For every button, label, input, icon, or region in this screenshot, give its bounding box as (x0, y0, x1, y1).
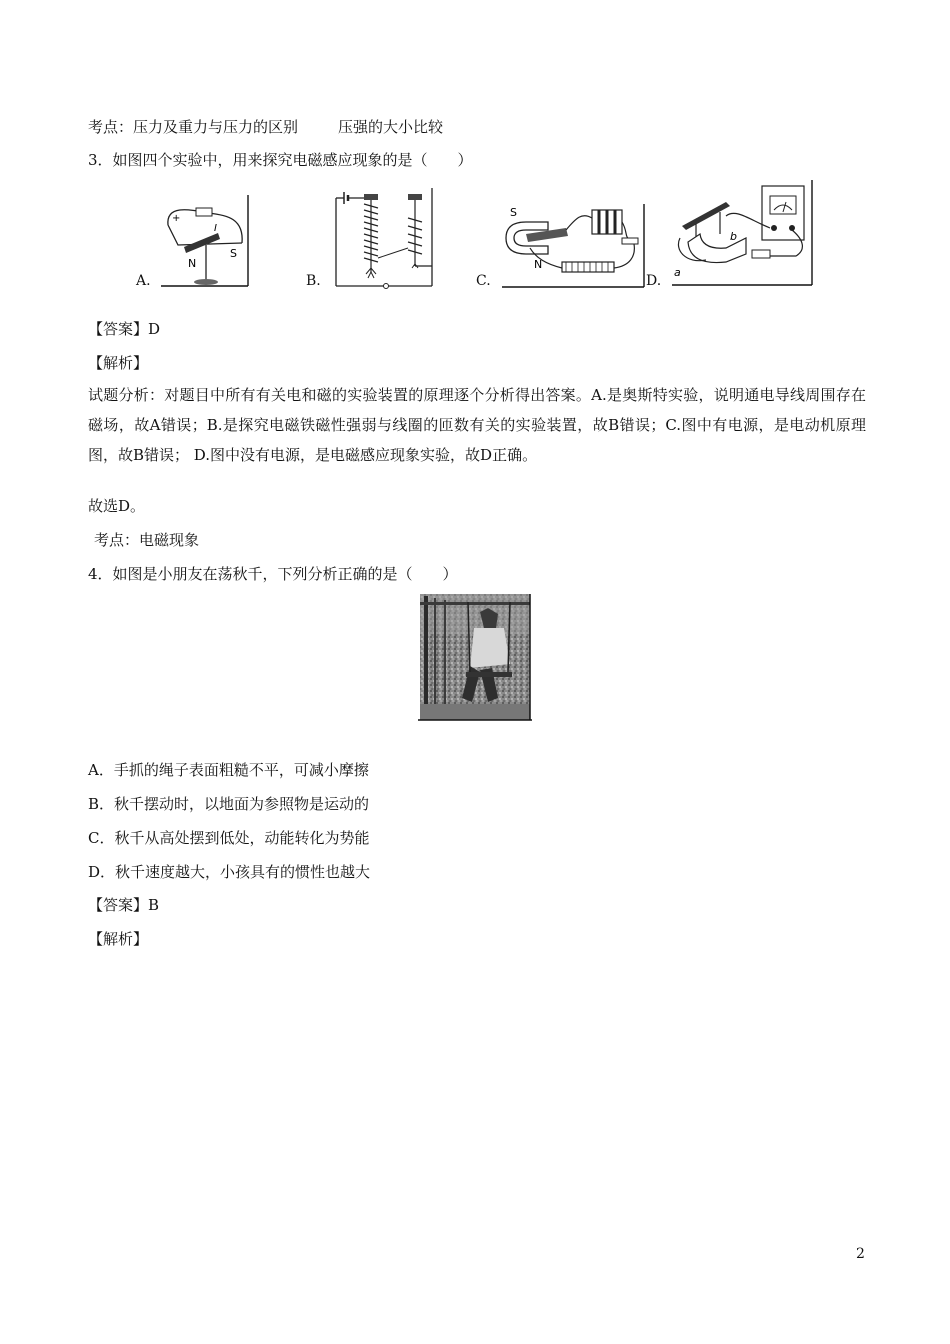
label-b: b (730, 230, 737, 243)
label-a: a (674, 266, 681, 279)
q2-kaodian-item-1: 压力及重力与压力的区别 (133, 118, 299, 136)
label-n: N (188, 257, 197, 270)
q3-analysis-title: 【解析】 (88, 354, 149, 372)
q4-analysis-title: 【解析】 (88, 930, 149, 948)
q4-stem: 4．如图是小朋友在荡秋千，下列分析正确的是（ ） (88, 565, 458, 583)
q4-option-a: A．手抓的绳子表面粗糙不平，可减小摩擦 (88, 761, 369, 779)
q3-option-c-label: C. (476, 273, 491, 289)
q4-option-b: B．秋千摆动时，以地面为参照物是运动的 (88, 795, 370, 813)
q2-kaodian (88, 117, 443, 137)
q4-option-d: D．秋千速度越大，小孩具有的惯性也越大 (88, 863, 371, 881)
q3-option-b-label: B. (306, 273, 321, 289)
label-s: S (230, 247, 237, 260)
q3-analysis: 试题分析：对题目中所有有关电和磁的实验装置的原理逐个分析得出答案。A.是奥斯特实验，说明通电导线周围存在磁场，故A错误；B.是探究电磁铁磁性强弱与线圈的匝数有关的实验装置，故B错误；C.图中有电源，是电动机原理图，故B错误； D.图中没有电源，是电磁感应现象实验，故D正确。 (88, 386, 866, 464)
q2-kaodian-label: 考点： (88, 118, 134, 136)
q3-option-c-figure (496, 198, 648, 292)
q3-option-b-figure (326, 188, 438, 292)
q3-kaodian: 考点：电磁现象 (94, 531, 200, 549)
q2-kaodian-item-2: 压强的大小比较 (338, 118, 444, 136)
q4-answer: 【答案】B (88, 896, 160, 914)
q3-option-d-figure (666, 180, 816, 292)
label-s: S (510, 206, 517, 219)
q3-stem: 3．如图四个实验中，用来探究电磁感应现象的是（ ） (88, 151, 473, 169)
label-n: N (534, 258, 543, 271)
q4-swing-photo (418, 594, 533, 722)
page-number: 2 (856, 1246, 865, 1262)
label-i: I (214, 223, 217, 234)
label-plus: + (172, 213, 181, 224)
q3-answer: 【答案】D (88, 320, 161, 338)
q3-option-d-label: D. (646, 273, 662, 289)
q3-option-a-figure (158, 195, 250, 289)
q3-option-a-label: A. (136, 273, 151, 289)
q4-option-c: C．秋千从高处摆到低处，动能转化为势能 (88, 829, 370, 847)
q3-choice: 故选D。 (88, 497, 146, 515)
